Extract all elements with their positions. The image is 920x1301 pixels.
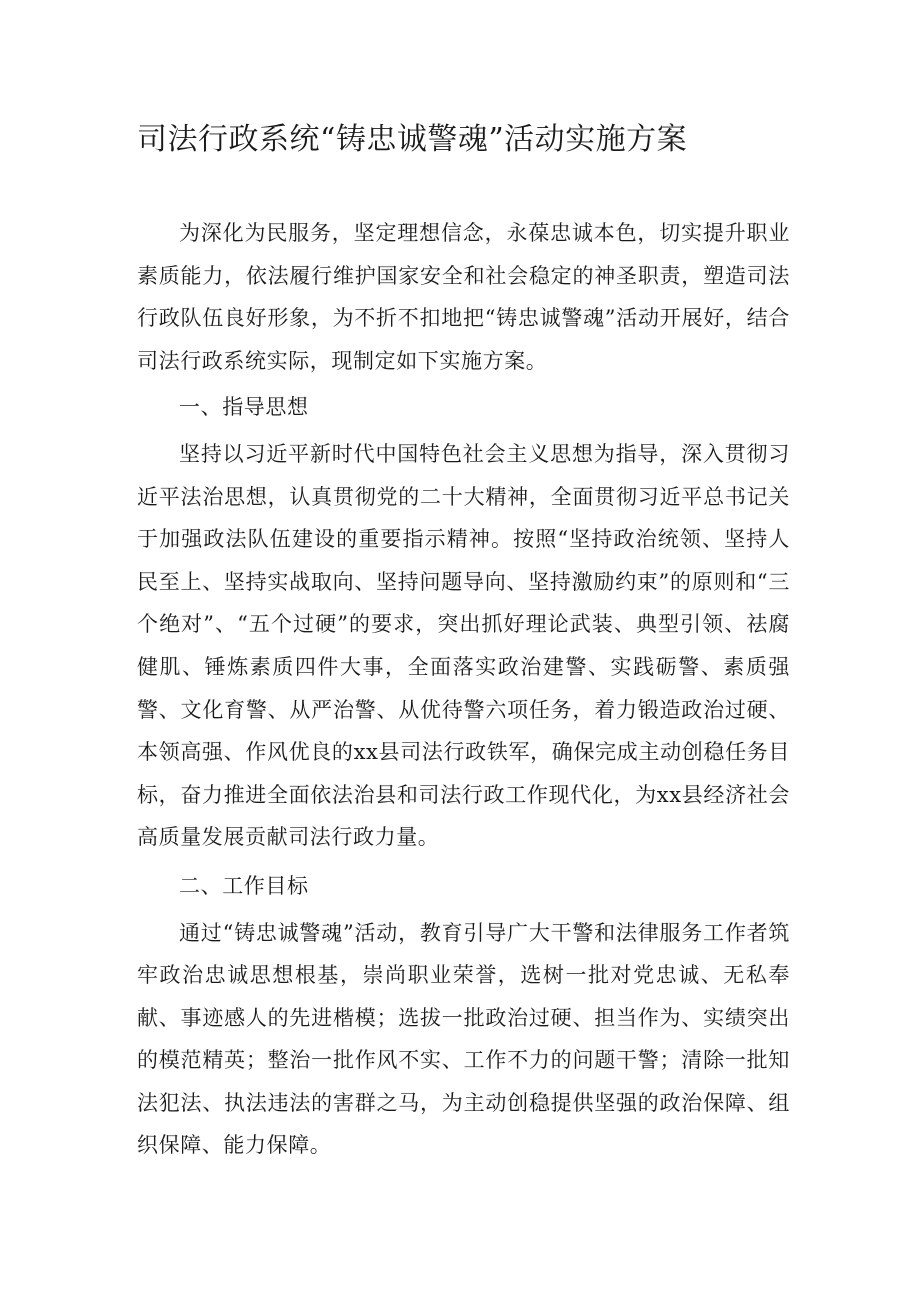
section-body-work-goals: 通过“铸忠诚警魂”活动，教育引导广大干警和法律服务工作者筑牢政治忠诚思想根基，崇尚职业荣誉，选树一批对党忠诚、无私奉献、事迹感人的先进楷模；选拔一批政治过硬、担当作为、实绩突出的模范精英；整治一批作风不实、工作不力的问题干警；清除一批知法犯法、执法违法的害群之马，为主动创稳提供坚强的政治保障、组织保障、能力保障。 bbox=[137, 920, 790, 1158]
section-heading-work-goals: 二、工作目标 bbox=[179, 873, 309, 898]
section-body-guiding-ideology: 坚持以习近平新时代中国特色社会主义思想为指导，深入贯彻习近平法治思想，认真贯彻党的二十大精神，全面贯彻习近平总书记关于加强政法队伍建设的重要指示精神。按照“坚持政治统领、坚持人民至上、坚持实战取向、坚持问题导向、坚持激励约束”的原则和“三个绝对”、“五个过硬”的要求，突出抓好理论武装、典型引领、祛腐健肌、锤炼素质四件大事，全面落实政治建警、实践砺警、素质强警、文化育警、从严治警、从优待警六项任务，着力锻造政治过硬、本领高强、作风优良的xx县司法行政铁军，确保完成主动创稳任务目标，奋力推进全面依法治县和司法行政工作现代化，为xx县经济社会高质量发展贡献司法行政力量。 bbox=[137, 441, 790, 850]
section-heading-guiding-ideology: 一、指导思想 bbox=[179, 395, 309, 420]
document-body bbox=[137, 212, 790, 1167]
intro-paragraph: 为深化为民服务，坚定理想信念，永葆忠诚本色，切实提升职业素质能力，依法履行维护国家安全和社会稳定的神圣职责，塑造司法行政队伍良好形象，为不折不扣地把“铸忠诚警魂”活动开展好，结合司法行政系统实际，现制定如下实施方案。 bbox=[137, 221, 790, 373]
document-title: 司法行政系统“铸忠诚警魂”活动实施方案 bbox=[137, 122, 688, 157]
